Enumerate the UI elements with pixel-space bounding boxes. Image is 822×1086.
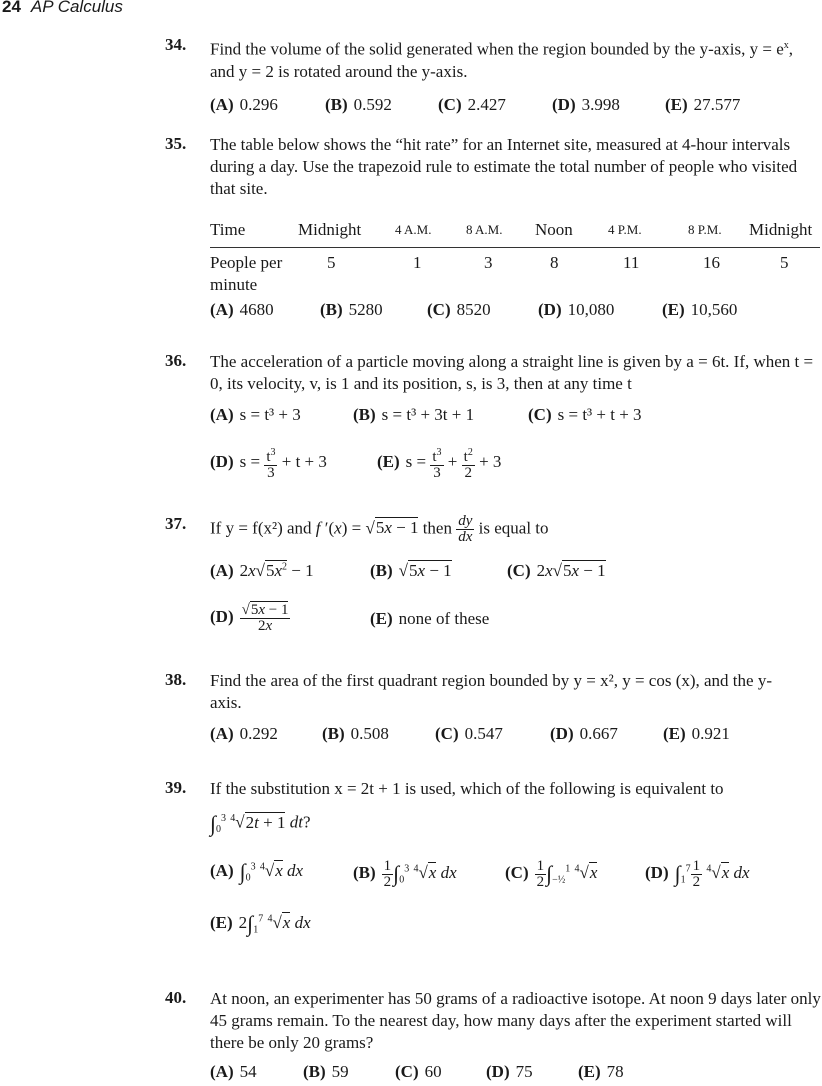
choice-d[interactable]: (D) 10,080 xyxy=(538,300,615,319)
question-number: 39. xyxy=(165,778,187,797)
question-number: 40. xyxy=(165,988,187,1007)
table-header-time: Time xyxy=(210,220,246,239)
value-cell: 16 xyxy=(703,253,720,272)
question-40 xyxy=(165,988,821,1086)
answer-choices-row2 xyxy=(165,599,821,637)
answer-choices xyxy=(165,95,821,119)
table-header-people: People per xyxy=(210,253,283,272)
integral-expression: $\int_0^3$ $^4$√2t + 1 dt? xyxy=(210,810,311,836)
choice-e[interactable]: (E) 27.577 xyxy=(665,94,741,114)
answer-choices-row2 xyxy=(165,439,821,481)
question-34 xyxy=(165,35,821,119)
table-header-people-line2: minute xyxy=(210,275,258,294)
value-cell: 5 xyxy=(327,253,336,272)
question-number: 38. xyxy=(165,670,187,689)
answer-choices xyxy=(165,724,821,748)
choice-b[interactable]: (B) 5280 xyxy=(320,300,383,319)
question-text: Find the area of the first quadrant region bounded by y = x², y = cos (x), and the y-axis. xyxy=(210,671,772,712)
question-37 xyxy=(165,514,821,637)
choice-a[interactable]: (A) s = t³ + 3 xyxy=(210,405,301,424)
question-36 xyxy=(165,351,821,481)
question-text: If y = f(x²) and f ′(x) = √5x − 1 then $\frac{dy}{dx}$ is equal to xyxy=(210,513,549,545)
choice-e[interactable]: (E) 78 xyxy=(578,1062,624,1081)
choice-d-math: s = $\frac{t^3}{3}$ + t + 3 xyxy=(239,447,327,481)
choice-a[interactable]: (A) $2x√5x^2 - 1$ xyxy=(210,561,314,580)
value-cell: 5 xyxy=(780,253,789,272)
question-35 xyxy=(165,134,821,324)
value-cell: 8 xyxy=(550,253,559,272)
choice-c[interactable]: (C) s = t³ + t + 3 xyxy=(528,405,642,424)
answer-choices-row2 xyxy=(165,911,821,945)
answer-choices xyxy=(165,405,821,429)
time-cell: 4 P.M. xyxy=(608,222,642,237)
hit-rate-table xyxy=(210,220,820,298)
question-text: The table below shows the “hit rate” for an Internet site, measured at 4-hour intervals during a day. Use the trapezoid rule to estimate the total number of people who visited that site. xyxy=(210,135,798,198)
choice-b[interactable]: (B) 59 xyxy=(303,1062,349,1081)
time-cell: Noon xyxy=(535,220,573,239)
choice-e[interactable]: (E) none of these xyxy=(370,609,490,628)
value-cell: 1 xyxy=(413,253,422,272)
table-divider xyxy=(210,247,820,248)
choice-c[interactable]: (C) 8520 xyxy=(427,300,491,319)
choice-e[interactable]: (E) 0.921 xyxy=(663,724,730,743)
answer-choices xyxy=(165,859,821,893)
time-cell: 4 A.M. xyxy=(395,222,432,237)
choice-a[interactable]: (A) 0.296 xyxy=(210,94,278,114)
choice-e[interactable]: (E) $2\int_1^7$ $^4$√x dx xyxy=(210,911,311,937)
question-text: The acceleration of a particle moving along a straight line is given by a = 6t. If, when t = 0, its velocity, v, is 1 and its position, s, is 3, then at any time t xyxy=(210,352,814,393)
question-number: 35. xyxy=(165,134,187,153)
choice-d[interactable]: (D) 3.998 xyxy=(552,94,620,114)
choice-d[interactable]: (D) $\int_1^7$ $\frac{1}{2}$ $^4$√x dx xyxy=(645,858,750,891)
choice-c[interactable]: (C) 60 xyxy=(395,1062,442,1081)
question-number: 34. xyxy=(165,35,187,54)
choice-d[interactable]: (D) $\frac{√5x - 1}{2x}$ xyxy=(210,602,289,634)
choice-b[interactable]: (B) $\frac{1}{2}$ $\int_0^3$ $^4$√x dx xyxy=(353,858,457,891)
book-title: AP Calculus xyxy=(30,0,123,16)
choice-d[interactable]: (D) s = $\frac{t^3}{3}$ + t + 3 xyxy=(210,447,327,481)
answer-choices xyxy=(165,300,821,324)
choice-b[interactable]: (B) √5x − 1 xyxy=(370,561,452,580)
time-cell: Midnight xyxy=(749,220,813,239)
choice-a[interactable]: (A) 4680 xyxy=(210,300,274,319)
question-text: Find the volume of the solid generated when the region bounded by the y-axis, $y = e^x$, and y = 2 is rotated around the y-axis. xyxy=(210,39,794,81)
dy-dx: $\frac{dy}{dx}$ xyxy=(458,513,473,545)
value-cell: 11 xyxy=(623,253,640,272)
choice-b[interactable]: (B) 0.592 xyxy=(325,94,392,114)
choice-c[interactable]: (C) 2x√5x − 1 xyxy=(507,561,606,580)
derivative-expression: f ′(x) = √5x − 1 xyxy=(315,518,419,538)
choice-e[interactable]: (E) 10,560 xyxy=(662,300,738,319)
choice-a[interactable]: (A) $\int_0^3$ $^4$√x dx xyxy=(210,859,304,885)
time-cell: 8 A.M. xyxy=(466,222,503,237)
value-cell: 3 xyxy=(484,253,493,272)
choice-d[interactable]: (D) 75 xyxy=(486,1062,533,1081)
choice-c[interactable]: (C) 2.427 xyxy=(438,94,506,114)
question-39 xyxy=(165,778,821,945)
page-header xyxy=(2,0,123,17)
page-number: 24 xyxy=(2,0,21,16)
time-cell: Midnight xyxy=(298,220,362,239)
question-38 xyxy=(165,670,821,748)
choice-e[interactable]: (E) s = $\frac{t^3}{3}$ + $\frac{t^2}{2}$ + 3 xyxy=(377,447,502,481)
choice-b[interactable]: (B) 0.508 xyxy=(322,724,389,743)
time-cell: 8 P.M. xyxy=(688,222,722,237)
question-text: If the substitution x = 2t + 1 is used, which of the following is equivalent to xyxy=(210,779,724,798)
answer-choices xyxy=(165,561,821,585)
choice-e-math: s = $\frac{t^3}{3}$ + $\frac{t^2}{2}$ + 3 xyxy=(405,447,502,481)
choice-b[interactable]: (B) s = t³ + 3t + 1 xyxy=(353,405,475,424)
answer-choices xyxy=(165,1062,821,1086)
question-number: 36. xyxy=(165,351,187,370)
choice-a[interactable]: (A) 54 xyxy=(210,1062,257,1081)
choice-a[interactable]: (A) 0.292 xyxy=(210,724,278,743)
choice-c[interactable]: (C) 0.547 xyxy=(435,724,503,743)
choice-c[interactable]: (C) $\frac{1}{2}$ $\int_{-\frac{1}{2}}^1$ $^4$√x xyxy=(505,858,598,891)
question-text: At noon, an experimenter has 50 grams of a radioactive isotope. At noon 9 days later only 45 grams remain. To the nearest day, how many days after the experiment started will there be only 20 grams? xyxy=(210,989,821,1052)
question-number: 37. xyxy=(165,514,187,533)
choice-d[interactable]: (D) 0.667 xyxy=(550,724,618,743)
